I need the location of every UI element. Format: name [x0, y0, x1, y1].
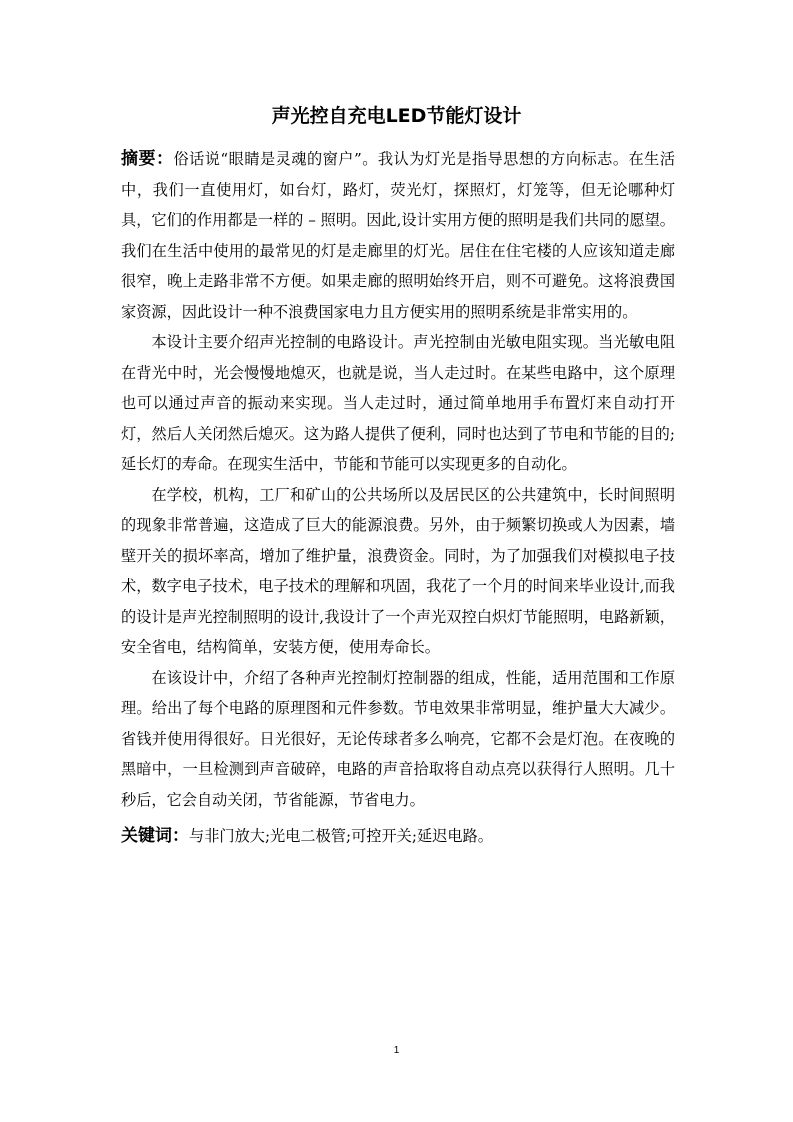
abstract-label: 摘要： — [121, 149, 174, 169]
abstract-paragraph — [121, 144, 675, 327]
document-body — [121, 144, 675, 852]
body-paragraph-1: 本设计主要介绍声光控制的电路设计。声光控制由光敏电阻实现。当光敏电阻在背光中时，光会慢慢地熄灭，也就是说，当人走过时。在某些电路中，这个原理也可以通过声音的振动来实现。当人走过时，通过简单地用手布置灯来自动打开灯，然后人关闭然后熄灭。这为路人提供了便利，同时也达到了节电和节能的目的;延长灯的寿命。在现实生活中，节能和节能可以实现更多的自动化。 — [121, 333, 675, 473]
document-title: 声光控自充电LED节能灯设计 — [271, 105, 522, 127]
keywords-label: 关键词： — [121, 826, 189, 846]
abstract-text: 俗话说“眼睛是灵魂的窗户”。我认为灯光是指导思想的方向标志。在生活中，我们一直使用灯，如台灯，路灯，荧光灯，探照灯，灯笼等，但无论哪种灯具，它们的作用都是一样的 – 照明。因此,设计实用方便的照明是我们共同的愿望。我们在生活中使用的最常见的灯是走廊里的灯光。居住在住宅楼的人应该知道走廊很窄，晚上走路非常不方便。如果走廊的照明始终开启，则不可避免。这将浪费国家资源，因此设计一种不浪费国家电力且方便实用的照明系统是非常实用的。 — [121, 150, 676, 321]
keywords-paragraph — [121, 821, 675, 852]
body-paragraph-2: 在学校，机构，工厂和矿山的公共场所以及居民区的公共建筑中，长时间照明的现象非常普遍，这造成了巨大的能源浪费。另外，由于频繁切换或人为因素，墙壁开关的损坏率高，增加了维护量，浪费资金。同时，为了加强我们对模拟电子技术，数字电子技术，电子技术的理解和巩固，我花了一个月的时间来毕业设计,而我的设计是声光控制照明的设计,我设计了一个声光双控白炽灯节能照明，电路新颖，安全省电，结构简单，安装方便，使用寿命长。 — [121, 485, 675, 656]
page-number: 1 — [393, 1045, 400, 1056]
body-paragraph-3: 在该设计中，介绍了各种声光控制灯控制器的组成，性能，适用范围和工作原理。给出了每个电路的原理图和元件参数。节电效果非常明显，维护量大大减少。省钱并使用得很好。日光很好，无论传球者多么响亮，它都不会是灯泡。在夜晚的黑暗中，一旦检测到声音破碎，电路的声音拾取将自动点亮以获得行人照明。几十秒后，它会自动关闭，节省能源，节省电力。 — [121, 668, 675, 809]
keywords-text: 与非门放大;光电二极管;可控开关;延迟电路。 — [189, 827, 493, 845]
